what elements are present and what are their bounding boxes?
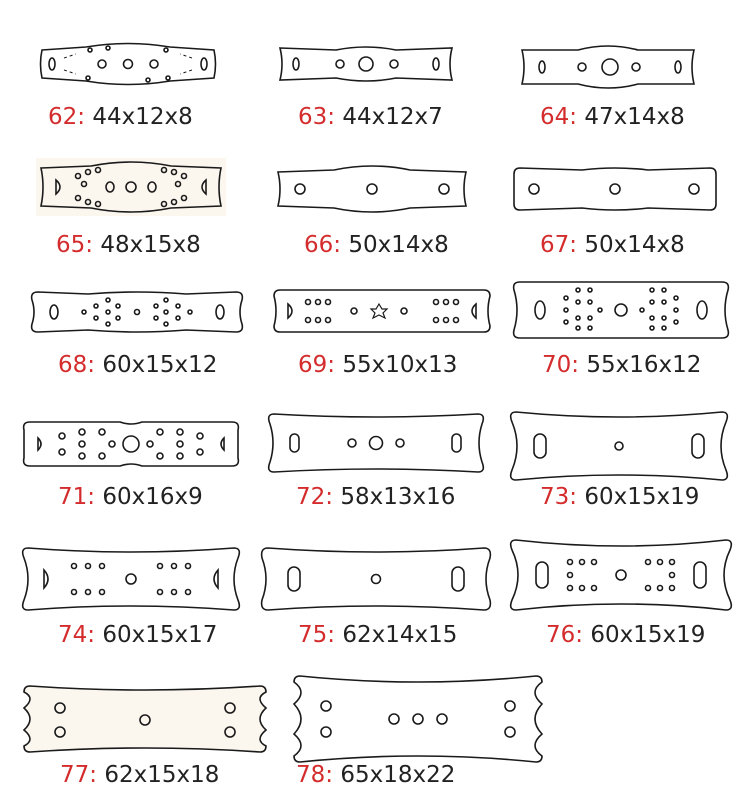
plate-69 bbox=[272, 288, 492, 334]
plate-68-drawing bbox=[28, 290, 246, 334]
item-number: 63: bbox=[298, 104, 336, 130]
item-size: 62x15x18 bbox=[104, 762, 220, 788]
item-size: 48x15x8 bbox=[100, 232, 201, 258]
label-76 bbox=[546, 624, 705, 647]
item-number: 74: bbox=[58, 622, 96, 648]
item-number: 66: bbox=[304, 232, 342, 258]
item-number: 78: bbox=[296, 762, 334, 788]
item-size: 50x14x8 bbox=[348, 232, 449, 258]
item-size: 65x18x22 bbox=[340, 762, 456, 788]
item-number: 67: bbox=[540, 232, 578, 258]
label-67 bbox=[540, 234, 685, 257]
label-65 bbox=[56, 234, 201, 257]
item-size: 60x15x19 bbox=[584, 484, 700, 510]
plate-76 bbox=[508, 538, 734, 612]
plate-67 bbox=[512, 164, 718, 214]
item-size: 60x15x19 bbox=[590, 622, 706, 648]
plate-70-drawing bbox=[510, 280, 732, 340]
item-size: 55x10x13 bbox=[342, 352, 458, 378]
plate-71-drawing bbox=[20, 416, 242, 472]
label-78 bbox=[296, 764, 455, 787]
label-75 bbox=[298, 624, 457, 647]
label-63 bbox=[298, 106, 443, 129]
plate-64 bbox=[518, 42, 698, 92]
plate-73-drawing bbox=[508, 410, 730, 482]
item-number: 62: bbox=[48, 104, 86, 130]
label-74 bbox=[58, 624, 217, 647]
plate-72 bbox=[266, 412, 486, 474]
item-size: 62x14x15 bbox=[342, 622, 458, 648]
item-size: 50x14x8 bbox=[584, 232, 685, 258]
plate-66 bbox=[274, 162, 470, 216]
label-68 bbox=[58, 354, 217, 377]
label-62 bbox=[48, 106, 193, 129]
item-number: 73: bbox=[540, 484, 578, 510]
item-number: 68: bbox=[58, 352, 96, 378]
label-66 bbox=[304, 234, 449, 257]
item-number: 70: bbox=[542, 352, 580, 378]
plate-73 bbox=[508, 410, 730, 482]
plate-63 bbox=[276, 42, 456, 86]
item-size: 60x16x9 bbox=[102, 484, 203, 510]
plate-66-drawing bbox=[274, 162, 470, 216]
plate-78 bbox=[290, 674, 546, 764]
plate-75-drawing bbox=[258, 546, 494, 612]
item-number: 71: bbox=[58, 484, 96, 510]
item-size: 55x16x12 bbox=[586, 352, 702, 378]
plate-62 bbox=[38, 42, 218, 86]
label-69 bbox=[298, 354, 457, 377]
plate-68 bbox=[28, 290, 246, 334]
item-number: 76: bbox=[546, 622, 584, 648]
label-77 bbox=[60, 764, 219, 787]
label-64 bbox=[540, 106, 685, 129]
plate-77-drawing bbox=[20, 684, 270, 754]
plate-72-drawing bbox=[266, 412, 486, 474]
item-number: 77: bbox=[60, 762, 98, 788]
plate-64-drawing bbox=[518, 42, 698, 92]
label-71 bbox=[58, 486, 203, 509]
plate-65 bbox=[36, 158, 226, 216]
label-73 bbox=[540, 486, 699, 509]
plate-69-drawing bbox=[272, 288, 492, 334]
item-number: 75: bbox=[298, 622, 336, 648]
label-72 bbox=[296, 486, 455, 509]
plate-67-drawing bbox=[512, 164, 718, 214]
plate-78-drawing bbox=[290, 674, 546, 764]
item-size: 47x14x8 bbox=[584, 104, 685, 130]
item-size: 58x13x16 bbox=[340, 484, 456, 510]
item-number: 69: bbox=[298, 352, 336, 378]
plate-77 bbox=[20, 684, 270, 754]
item-size: 60x15x17 bbox=[102, 622, 218, 648]
item-number: 64: bbox=[540, 104, 578, 130]
item-size: 44x12x8 bbox=[92, 104, 193, 130]
plate-74-drawing bbox=[20, 546, 242, 612]
plate-74 bbox=[20, 546, 242, 612]
plate-63-drawing bbox=[276, 42, 456, 86]
plate-75 bbox=[258, 546, 494, 612]
plate-65-drawing bbox=[36, 158, 226, 216]
item-size: 44x12x7 bbox=[342, 104, 443, 130]
plate-76-drawing bbox=[508, 538, 734, 612]
item-size: 60x15x12 bbox=[102, 352, 218, 378]
item-number: 65: bbox=[56, 232, 94, 258]
item-number: 72: bbox=[296, 484, 334, 510]
plate-71 bbox=[20, 416, 242, 472]
plate-70 bbox=[510, 280, 732, 340]
label-70 bbox=[542, 354, 701, 377]
plate-62-drawing bbox=[38, 42, 218, 86]
